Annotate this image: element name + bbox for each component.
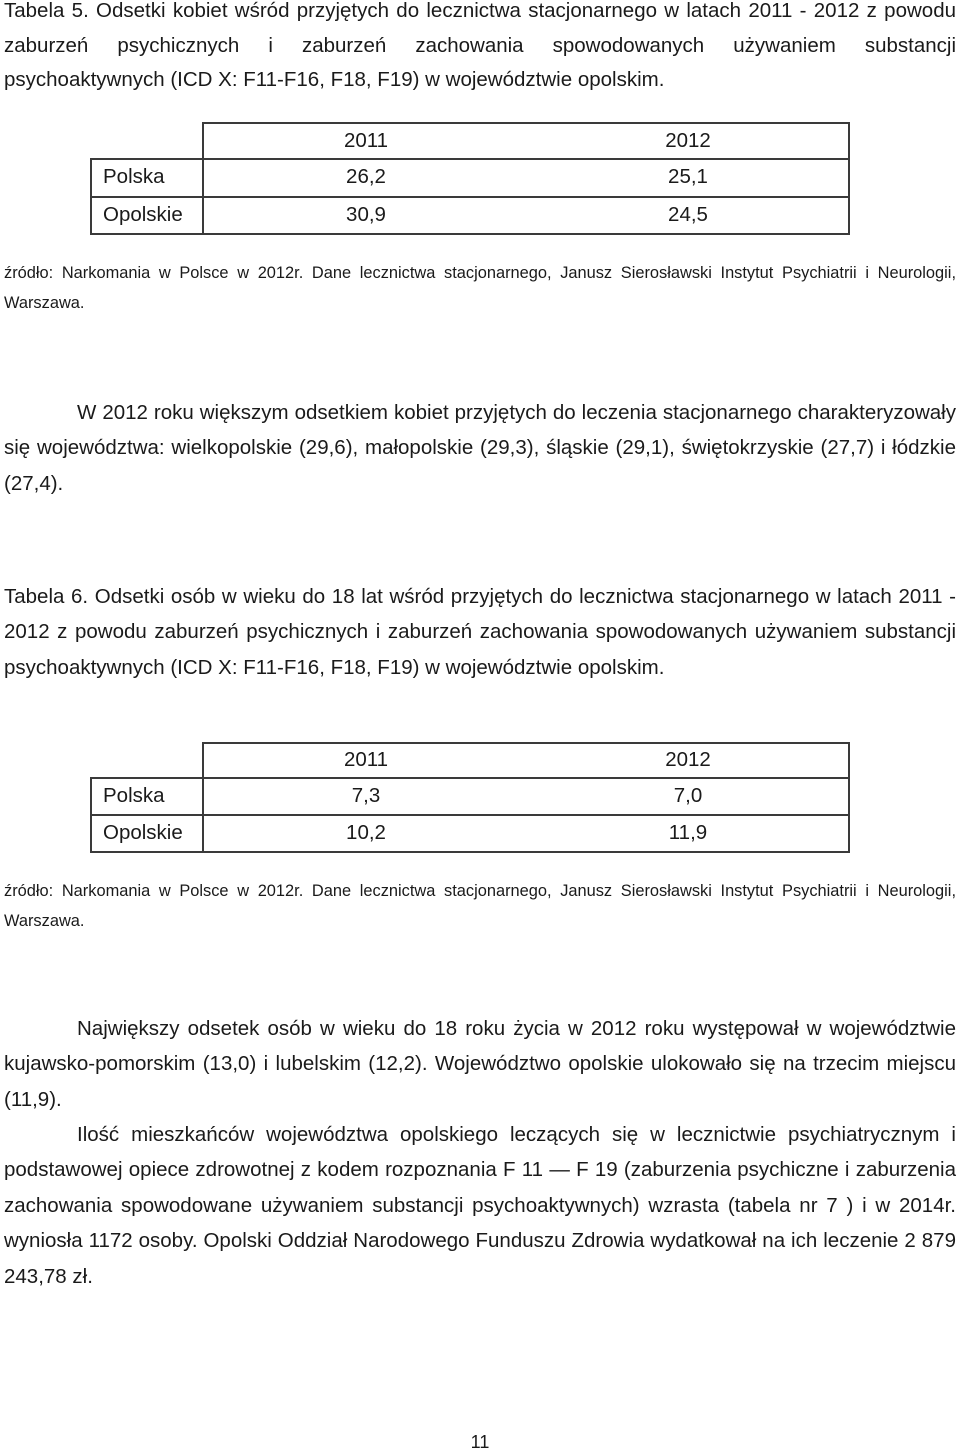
table6-cell-polska-2012: 7,0 — [673, 784, 703, 807]
table6-cell-polska-2011: 7,3 — [351, 784, 381, 807]
table5-cell-opolskie-2011: 30,9 — [346, 203, 386, 226]
table6-source: źródło: Narkomania w Polsce w 2012r. Dane lecznictwa stacjonarnego, Janusz Sierosławski Instytut Psychiatrii i Neurologii, Warszawa. — [4, 882, 956, 930]
table5-cell-opolskie-2012: 24,5 — [668, 203, 708, 226]
page-number: 11 — [470, 1432, 490, 1452]
table5-caption: Tabela 5. Odsetki kobiet wśród przyjętych do lecznictwa stacjonarnego w latach 2011 - 2012 z powodu zaburzeń psychicznych i zaburzeń zachowania spowodowanych używaniem substancji psychoaktywnych (ICD X: F11-F16, F18, F19) w województwie opolskim. — [4, 0, 956, 92]
table6-row-label-polska: Polska — [103, 784, 165, 807]
paragraph-residents-treatment: Ilość mieszkańców województwa opolskiego leczących się w lecznictwie psychiatrycznym i podstawowej opiece zdrowotnej z kodem rozpoznania F 11 — F 19 (zaburzenia psychiczne i zaburzenia zachowania spowodowane używaniem substancji psychoaktywnych) wzrasta (tabela nr 7 ) i w 2014r. wyniosła 1172 osoby. Opolski Oddział Narodowego Funduszu Zdrowia wydatkował na ich leczenie 2 879 243,78 zł. — [4, 1123, 956, 1288]
table6-caption: Tabela 6. Odsetki osób w wieku do 18 lat wśród przyjętych do lecznictwa stacjonarnego w latach 2011 - 2012 z powodu zaburzeń psychicznych i zaburzeń zachowania spowodowanych używaniem substancji psychoaktywnych (ICD X: F11-F16, F18, F19) w województwie opolskim. — [4, 585, 956, 679]
table6-header-2011: 2011 — [343, 748, 389, 771]
paragraph-youth-ranking: Największy odsetek osób w wieku do 18 roku życia w 2012 roku występował w województwie kujawsko-pomorskim (13,0) i lubelskim (12,2). Województwo opolskie ulokowało się na trzecim miejscu (11,9). — [4, 1017, 956, 1111]
table6-cell-opolskie-2012: 11,9 — [668, 821, 708, 844]
table5-cell-polska-2011: 26,2 — [346, 165, 386, 188]
table5-row-label-opolskie: Opolskie — [103, 203, 183, 226]
table5-header-2011: 2011 — [343, 129, 389, 152]
table5-row-label-polska: Polska — [103, 165, 165, 188]
table6-cell-opolskie-2011: 10,2 — [346, 821, 386, 844]
table5-header-2012: 2012 — [665, 129, 711, 152]
table6-header-2012: 2012 — [665, 748, 711, 771]
paragraph-women-ranking: W 2012 roku większym odsetkiem kobiet przyjętych do leczenia stacjonarnego charakteryzowały się województwa: wielkopolskie (29,6), małopolskie (29,3), śląskie (29,1), świętokrzyskie (27,7) i łódzkie (27,4). — [4, 401, 956, 495]
table5-cell-polska-2012: 25,1 — [668, 165, 708, 188]
table6-row-label-opolskie: Opolskie — [103, 821, 183, 844]
table5-source: źródło: Narkomania w Polsce w 2012r. Dane lecznictwa stacjonarnego, Janusz Sierosławski Instytut Psychiatrii i Neurologii, Warszawa. — [4, 264, 956, 312]
